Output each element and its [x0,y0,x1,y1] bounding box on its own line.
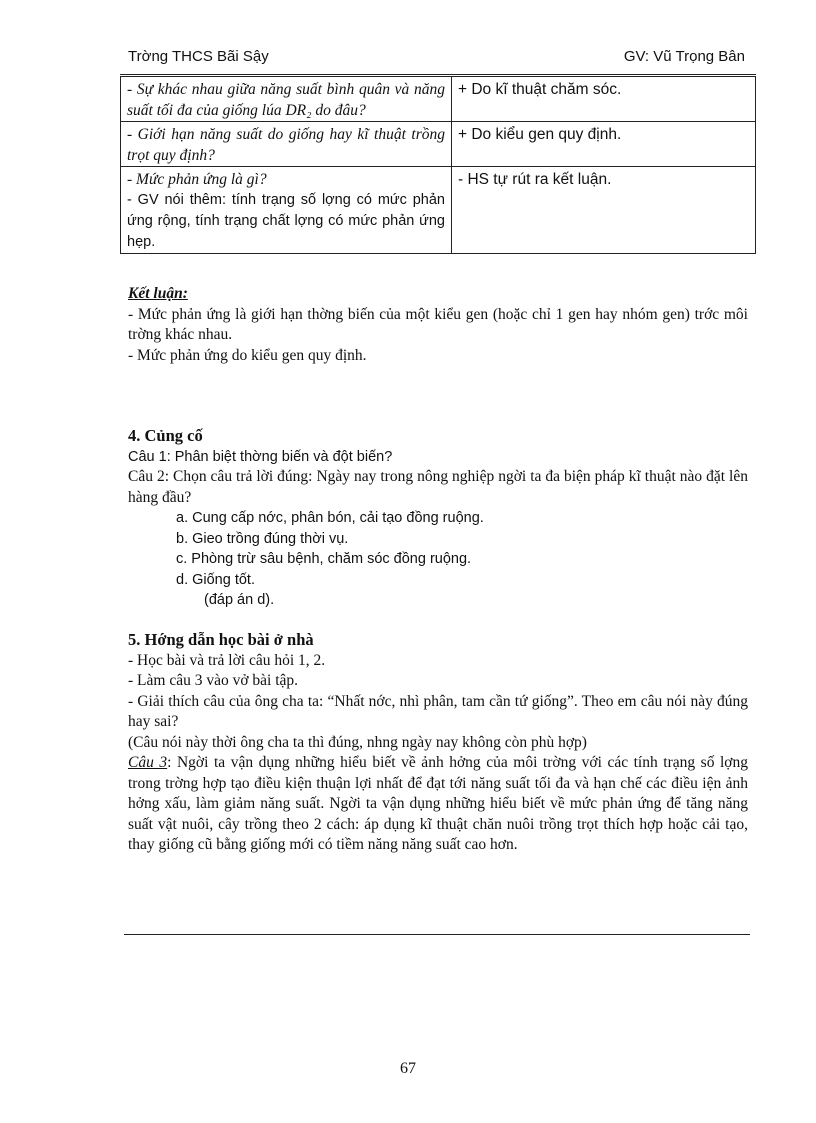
cau3-text: : Ngời ta vận dụng những hiểu biết về ảnh hởng của môi trờng với các tính trạng số lợng trong trờng hợp tạo điều kiện thuận lợi nhất để đạt tới năng suất tối đa và hạn chế các điều iện ảnh hởng xấu, làm giảm năng suất. Ngời ta vận dụng những hiểu biết về mức phản ứng để tăng năng suất vật nuôi, cây trồng theo 2 cách: áp dụng kĩ thuật chăn nuôi trồng trọt thích hợp hoặc cải tạo, thay giống cũ bằng giống mới có tiềm năng năng suất cao hơn. [128,754,748,853]
section-cung-co [128,426,748,611]
section-huong-dan [128,630,748,856]
option-c: c. Phòng trừ sâu bệnh, chăm sóc đồng ruộng. [176,551,472,567]
header-divider [120,74,756,75]
cau3-paragraph [128,753,748,856]
question-1: Câu 1: Phân biệt thờng biến và đột biến? [128,448,393,465]
answer-cell: - HS tự rút ra kết luận. [452,167,756,254]
homework-line: - Học bài và trả lời câu hỏi 1, 2. [128,651,326,669]
question-cell: - Giới hạn năng suất do giống hay kĩ thuật trồng trọt quy định? [121,122,452,167]
homework-line: (Câu nói này thời ông cha ta thì đúng, nhng ngày nay không còn phù hợp) [128,733,587,751]
question-text: - Mức phản ứng là gì? [127,171,267,188]
header-teacher: GV: Vũ Trọng Bân [623,48,745,65]
section-title: 5. Hớng dẫn học bài ở nhà [128,630,314,649]
conclusion-line: - Mức phản ứng do kiểu gen quy định. [128,346,367,364]
conclusion-section [128,284,748,366]
question-cell: - Sự khác nhau giữa năng suất bình quân và năng suất tối đa của giống lúa DR₂ do đâu? [121,77,452,122]
qa-table [120,76,756,254]
footer-divider [124,934,750,935]
answer-key: (đáp án d). [204,592,275,608]
answer-cell: + Do kĩ thuật chăm sóc. [452,77,756,122]
homework-line: - Giải thích câu của ông cha ta: “Nhất nớc, nhì phân, tam cần tứ giống”. Theo em câu nói này đúng hay sai? [128,692,748,730]
table-row [121,167,756,254]
table-row [121,77,756,122]
option-b: b. Gieo trồng đúng thời vụ. [176,530,349,547]
homework-line: - Làm câu 3 vào vở bài tập. [128,672,299,689]
table-row [121,122,756,167]
question-2: Câu 2: Chọn câu trả lời đúng: Ngày nay trong nông nghiệp ngời ta đa biện pháp kĩ thuật nào đặt lên hàng đầu? [128,468,748,506]
teacher-note: - GV nói thêm: tính trạng số lợng có mức phản ứng rộng, tính trạng chất lợng có mức phản ứng hẹp. [127,192,445,250]
option-a: a. Cung cấp nớc, phân bón, cải tạo đồng ruộng. [176,510,484,526]
answer-cell: + Do kiểu gen quy định. [452,122,756,167]
cau3-label: Câu 3 [128,754,168,771]
page-header [128,48,745,70]
conclusion-title: Kết luận: [128,285,188,302]
option-d: d. Giống tốt. [176,571,255,588]
conclusion-line: - Mức phản ứng là giới hạn thờng biến của một kiểu gen (hoặc chỉ 1 gen hay nhóm gen) trớc môi trờng khác nhau. [128,305,748,343]
section-title: 4. Củng cố [128,426,203,445]
page-number: 67 [400,1060,416,1077]
header-school: Trờng THCS Bãi Sậy [128,48,269,65]
question-cell [121,167,452,254]
